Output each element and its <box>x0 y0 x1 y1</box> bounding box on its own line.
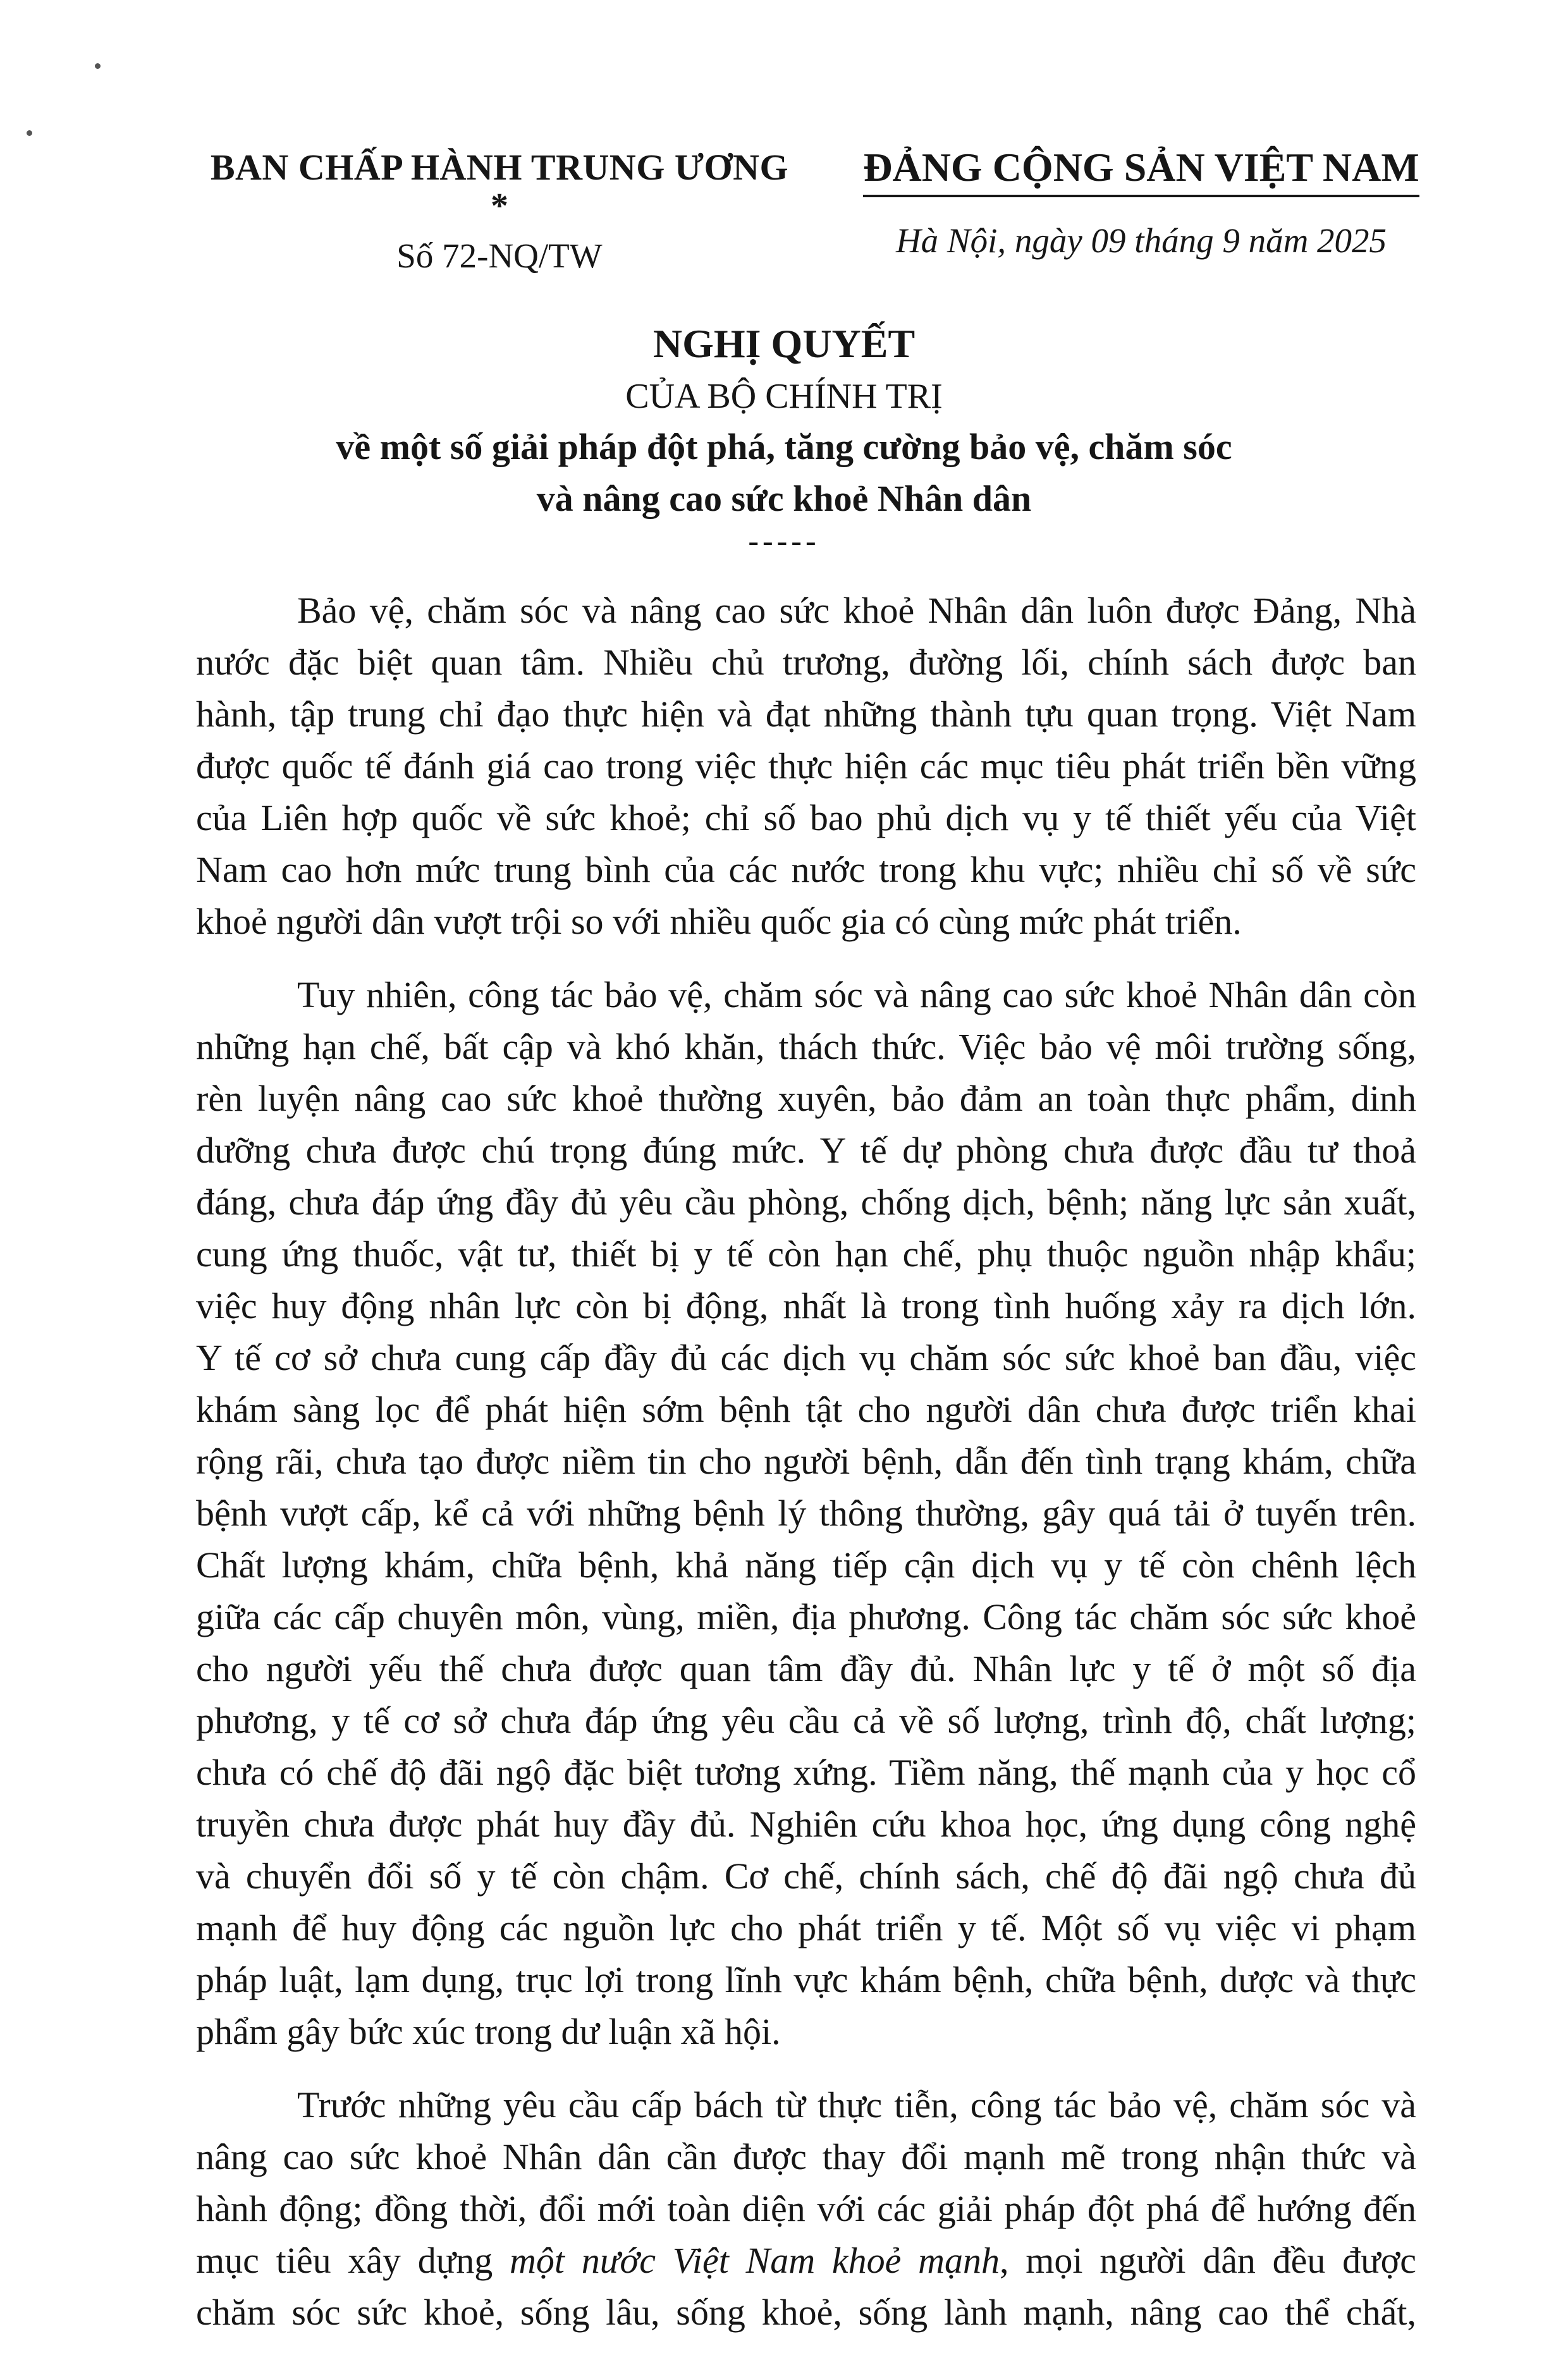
header-right <box>860 144 1423 264</box>
text-line: phương, y tế cơ sở chưa đáp ứng yêu cầu cả về số lượng, trình độ, chất lượng; <box>196 1700 1416 1741</box>
text-line: Bảo vệ, chăm sóc và nâng cao sức khoẻ Nhân dân luôn được Đảng, Nhà <box>297 590 1416 631</box>
subject-line-1: về một số giải pháp đột phá, tăng cường bảo vệ, chăm sóc <box>336 426 1232 467</box>
text-line: mạnh để huy động các nguồn lực cho phát triển y tế. Một số vụ việc vi phạm <box>196 1907 1416 1948</box>
text-line: cung ứng thuốc, vật tư, thiết bị y tế còn hạn chế, phụ thuộc nguồn nhập khẩu; <box>196 1233 1416 1275</box>
text-line: dưỡng chưa được chú trọng đúng mức. Y tế dự phòng chưa được đầu tư thoả <box>196 1130 1416 1171</box>
text-line: Trước những yêu cầu cấp bách từ thực tiễn, công tác bảo vệ, chăm sóc và <box>297 2084 1416 2125</box>
header-star: * <box>491 186 508 226</box>
text-line: đáng, chưa đáp ứng đầy đủ yêu cầu phòng, chống dịch, bệnh; năng lực sản xuất, <box>196 1182 1416 1223</box>
text-line: cho người yếu thế chưa được quan tâm đầy đủ. Nhân lực y tế ở một số địa <box>196 1648 1416 1689</box>
scan-speck <box>95 63 101 69</box>
text-line: hành động; đồng thời, đổi mới toàn diện với các giải pháp đột phá để hướng đến <box>196 2188 1416 2229</box>
text-line: giữa các cấp chuyên môn, vùng, miền, địa phương. Công tác chăm sóc sức khoẻ <box>196 1596 1416 1637</box>
text-line: việc huy động nhân lực còn bị động, nhất là trong tình huống xảy ra dịch lớn. <box>196 1285 1416 1326</box>
text-line: nâng cao sức khoẻ Nhân dân cần được thay đổi mạnh mẽ trong nhận thức và <box>196 2136 1416 2177</box>
text-line: khoẻ người dân vượt trội so với nhiều quốc gia có cùng mức phát triển. <box>196 901 1242 942</box>
paragraph-3 <box>196 2079 1416 2339</box>
text-line: Chất lượng khám, chữa bệnh, khả năng tiếp cận dịch vụ y tế còn chênh lệch <box>196 1544 1416 1586</box>
subject-line-2: và nâng cao sức khoẻ Nhân dân <box>536 478 1032 519</box>
text-line: bệnh vượt cấp, kể cả với những bệnh lý thông thường, gây quá tải ở tuyến trên. <box>196 1493 1416 1534</box>
text-line: chưa có chế độ đãi ngộ đặc biệt tương xứng. Tiềm năng, thế mạnh của y học cổ <box>196 1752 1416 1793</box>
text-line: rèn luyện nâng cao sức khoẻ thường xuyên, bảo đảm an toàn thực phẩm, dinh <box>196 1078 1416 1119</box>
text-line: hành, tập trung chỉ đạo thực hiện và đạt những thành tựu quan trọng. Việt Nam <box>196 694 1416 735</box>
text-line: được quốc tế đánh giá cao trong việc thực hiện các mục tiêu phát triển bền vững <box>196 745 1416 786</box>
text-line: khám sàng lọc để phát hiện sớm bệnh tật cho người dân chưa được triển khai <box>196 1389 1416 1430</box>
text-line: pháp luật, lạm dụng, trục lợi trong lĩnh vực khám bệnh, chữa bệnh, dược và thực <box>196 1959 1416 2000</box>
text-line: Tuy nhiên, công tác bảo vệ, chăm sóc và nâng cao sức khoẻ Nhân dân còn <box>297 974 1416 1015</box>
body-text <box>196 585 1416 2360</box>
paragraph-2 <box>196 969 1416 2058</box>
text-line: phẩm gây bức xúc trong dư luận xã hội. <box>196 2011 781 2052</box>
title-block <box>0 316 1568 556</box>
text-line: của Liên hợp quốc về sức khoẻ; chỉ số bao phủ dịch vụ y tế thiết yếu của Việt <box>196 797 1416 838</box>
text-line: và chuyển đổi số y tế còn chậm. Cơ chế, chính sách, chế độ đãi ngộ chưa đủ <box>196 1856 1416 1897</box>
org-name: BAN CHẤP HÀNH TRUNG ƯƠNG <box>210 147 789 188</box>
text-line: rộng rãi, chưa tạo được niềm tin cho người bệnh, dẫn đến tình trạng khám, chữa <box>196 1441 1416 1482</box>
header-left <box>196 144 803 279</box>
text-line: những hạn chế, bất cập và khó khăn, thách thức. Việc bảo vệ môi trường sống, <box>196 1026 1416 1067</box>
party-name: ĐẢNG CỘNG SẢN VIỆT NAM <box>863 144 1419 197</box>
text-line <box>196 2235 1416 2287</box>
paragraph-1 <box>196 585 1416 948</box>
doc-type: NGHỊ QUYẾT <box>652 321 916 366</box>
scan-speck <box>27 130 32 136</box>
text-line: Nam cao hơn mức trung bình của các nước trong khu vực; nhiều chỉ số về sức <box>196 849 1416 890</box>
text-line: chăm sóc sức khoẻ, sống lâu, sống khoẻ, sống lành mạnh, nâng cao thể chất, <box>196 2292 1416 2333</box>
text-segment: mục tiêu xây dựng <box>196 2240 510 2281</box>
text-line: nước đặc biệt quan tâm. Nhiều chủ trương, đường lối, chính sách được ban <box>196 642 1416 683</box>
text-line: Y tế cơ sở chưa cung cấp đầy đủ các dịch vụ chăm sóc sức khoẻ ban đầu, việc <box>196 1337 1416 1378</box>
italic-phrase: một nước Việt Nam khoẻ mạnh <box>509 2240 1000 2281</box>
separator: ----- <box>748 523 820 558</box>
text-line: truyền chưa được phát huy đầy đủ. Nghiên cứu khoa học, ứng dụng công nghệ <box>196 1804 1416 1845</box>
place-date: Hà Nội, ngày 09 tháng 9 năm 2025 <box>895 221 1387 260</box>
text-segment: , mọi người dân đều được <box>1000 2240 1416 2281</box>
issuer: CỦA BỘ CHÍNH TRỊ <box>625 377 943 416</box>
doc-number: Số 72-NQ/TW <box>396 236 603 275</box>
